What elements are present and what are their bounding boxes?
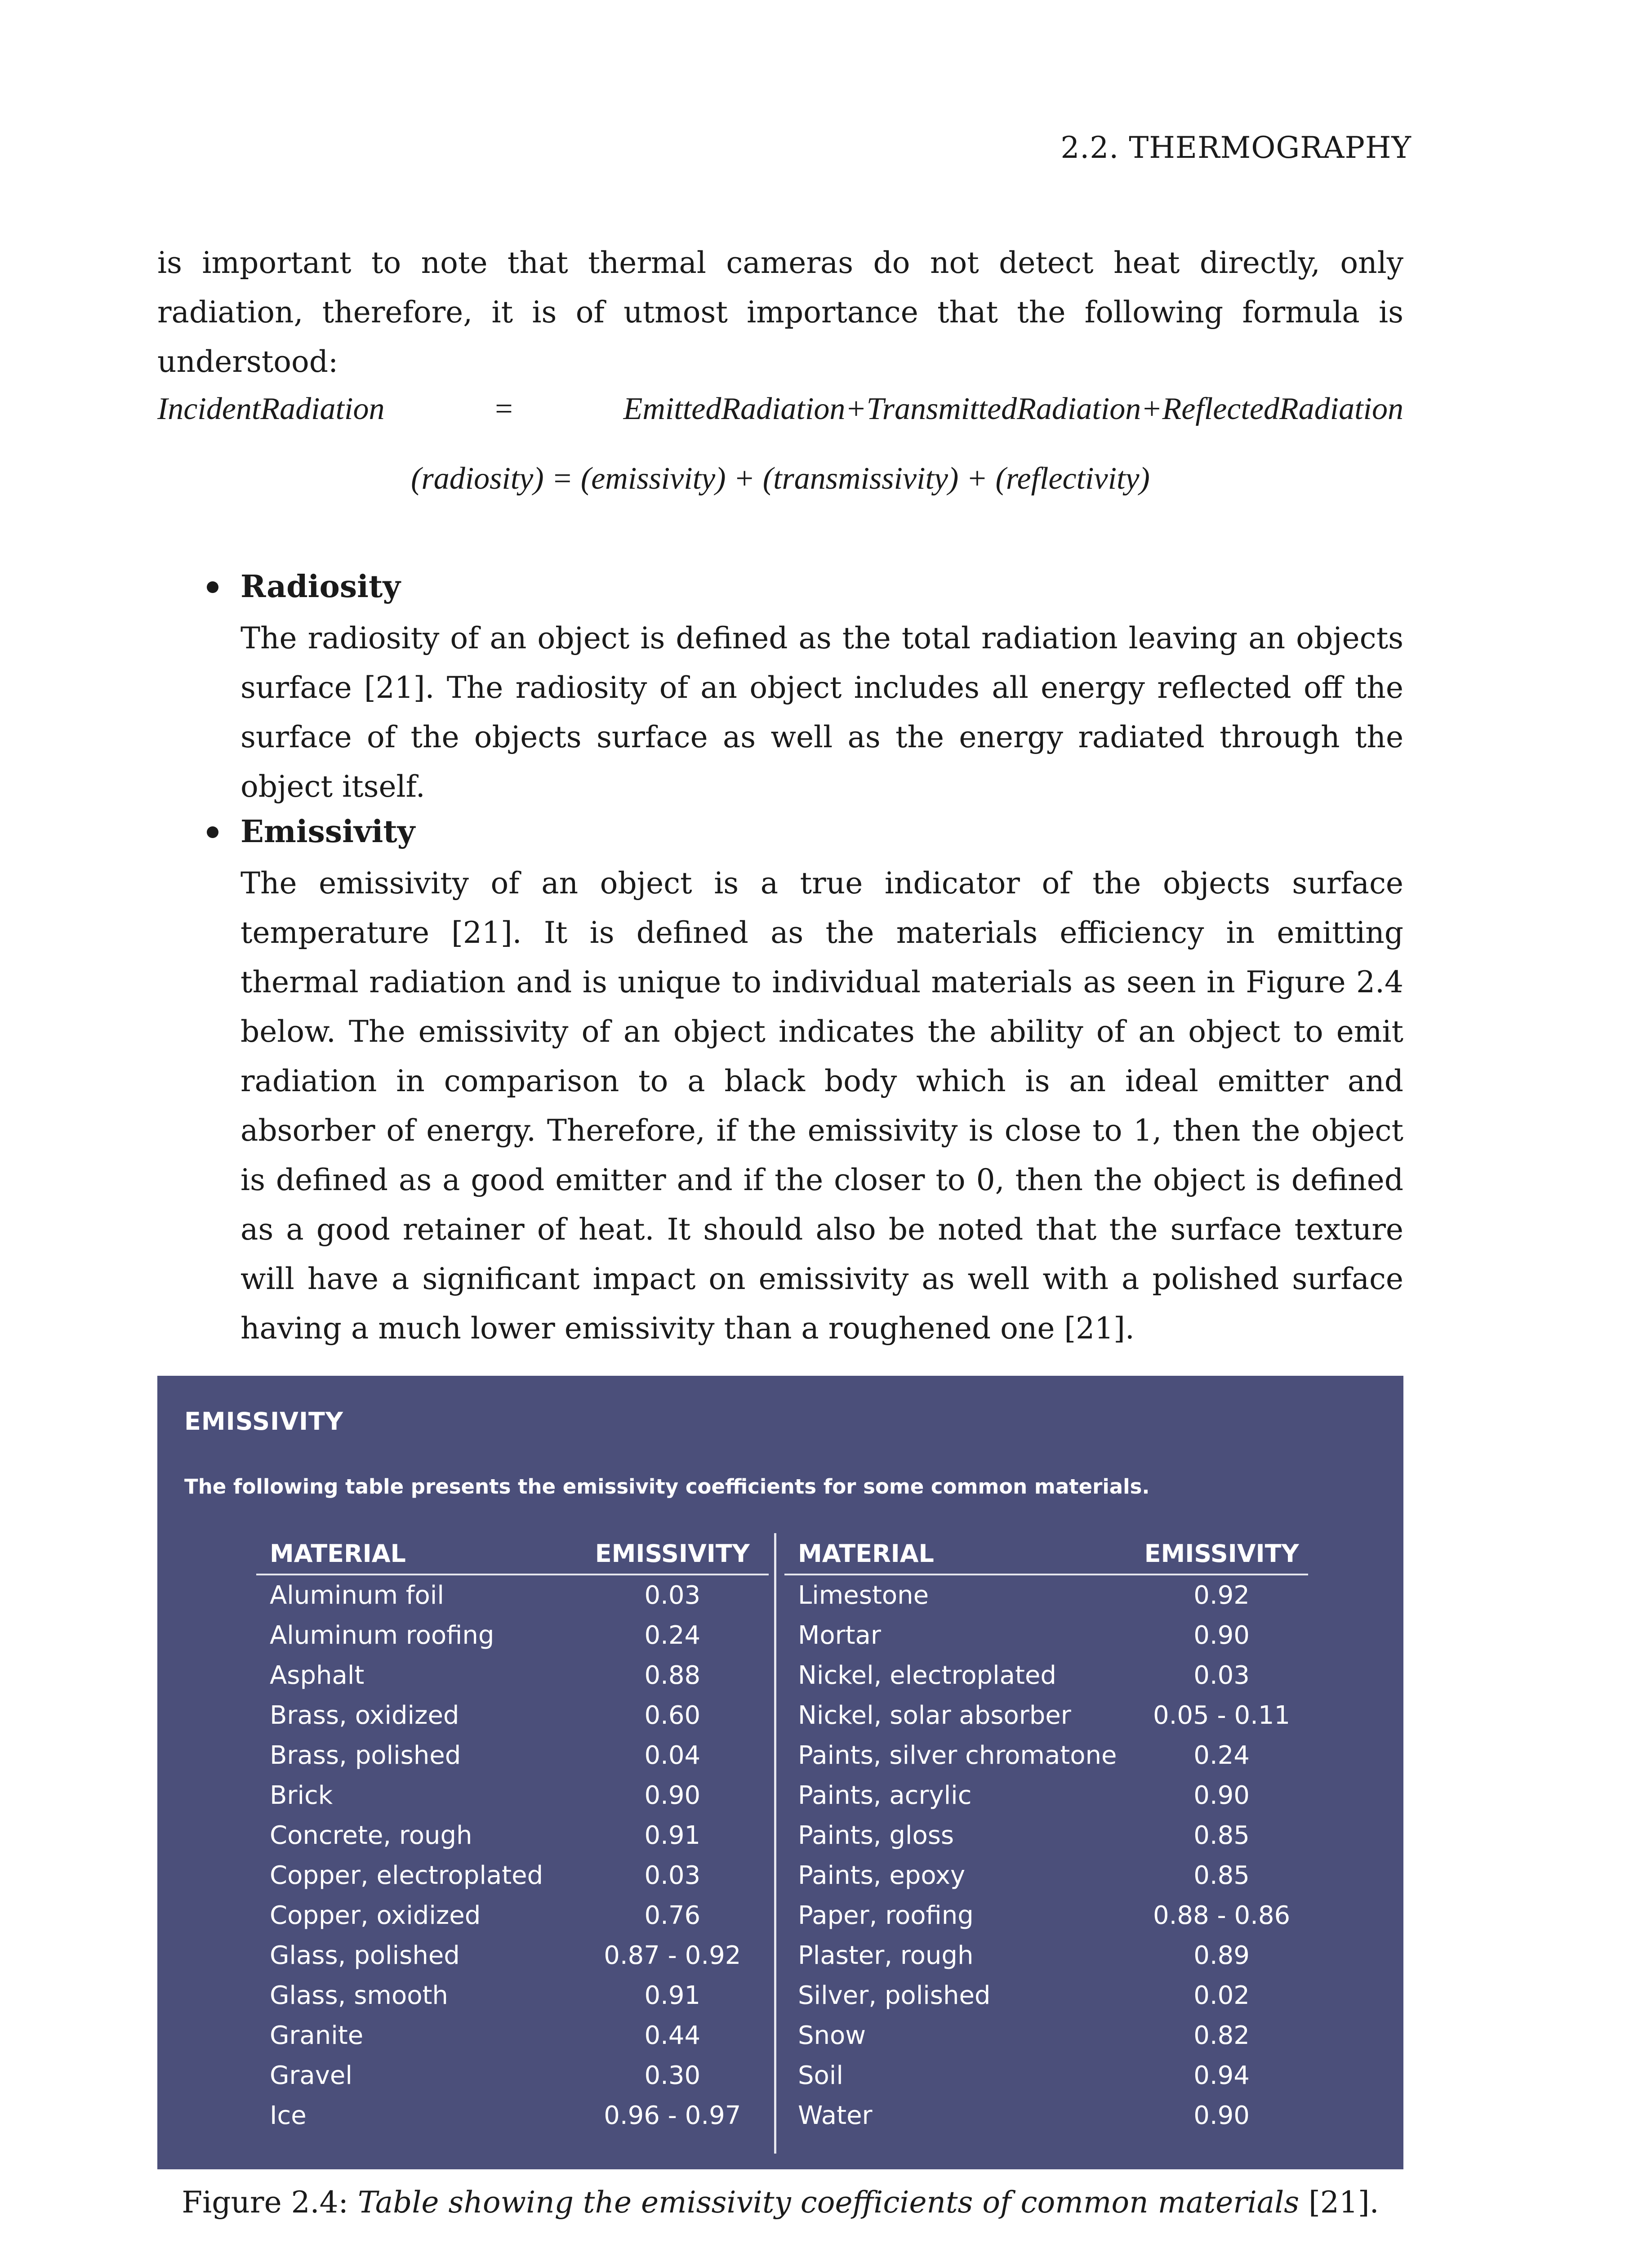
table-header	[784, 1533, 1308, 1575]
material-cell: Paints, gloss	[798, 1821, 954, 1850]
material-cell: Snow	[798, 2021, 866, 2050]
emissivity-cell: 0.44	[644, 2021, 701, 2050]
equation-rhs: EmittedRadiation+TransmittedRadiation+ReflectedRadiation	[623, 392, 1403, 426]
table-row	[784, 1655, 1308, 1695]
emissivity-cell: 0.76	[644, 1901, 701, 1930]
material-cell: Asphalt	[270, 1661, 365, 1690]
material-cell: Copper, electroplated	[270, 1861, 543, 1890]
table-header	[256, 1533, 769, 1575]
bullet-title: Radiosity	[240, 569, 401, 605]
header-material: MATERIAL	[798, 1539, 934, 1568]
emissivity-cell: 0.90	[1193, 1781, 1250, 1810]
material-cell: Water	[798, 2101, 873, 2130]
material-cell: Plaster, rough	[798, 1941, 974, 1970]
material-cell: Paints, acrylic	[798, 1781, 972, 1810]
caption-text: Table showing the emissivity coefficients of common materials	[357, 2185, 1300, 2220]
emissivity-cell: 0.85	[1193, 1861, 1250, 1890]
material-cell: Granite	[270, 2021, 364, 2050]
header-emissivity: EMISSIVITY	[595, 1539, 750, 1568]
emissivity-cell: 0.89	[1193, 1941, 1250, 1970]
material-cell: Gravel	[270, 2061, 352, 2090]
emissivity-cell: 0.02	[1193, 1981, 1250, 2010]
material-cell: Paints, epoxy	[798, 1861, 966, 1890]
material-cell: Brass, polished	[270, 1741, 461, 1770]
bullet-body: The radiosity of an object is defined as the total radiation leaving an objects surface [21]. The radiosity of an object includes all energy reflected off the surface of the objects surface as well as the energy radiated through the object itself.	[240, 621, 1403, 804]
emissivity-cell: 0.90	[1193, 1621, 1250, 1650]
table-row	[256, 1936, 769, 1976]
emissivity-cell: 0.05 - 0.11	[1153, 1701, 1291, 1730]
table-row	[784, 2016, 1308, 2056]
emissivity-table-right	[784, 1533, 1308, 2136]
table-row	[784, 2056, 1308, 2096]
material-cell: Brick	[270, 1781, 333, 1810]
table-row	[256, 1735, 769, 1775]
table-divider	[774, 1533, 776, 2154]
material-cell: Nickel, solar absorber	[798, 1701, 1071, 1730]
bullet-title: Emissivity	[240, 814, 415, 850]
table-row	[784, 2096, 1308, 2136]
material-cell: Aluminum foil	[270, 1581, 444, 1610]
table-row	[784, 1615, 1308, 1655]
material-cell: Nickel, electroplated	[798, 1661, 1056, 1690]
material-cell: Silver, polished	[798, 1981, 991, 2010]
table-row	[256, 1896, 769, 1936]
emissivity-cell: 0.60	[644, 1701, 701, 1730]
table-row	[784, 1896, 1308, 1936]
material-cell: Limestone	[798, 1581, 929, 1610]
emissivity-cell: 0.91	[644, 1981, 701, 2010]
header-emissivity: EMISSIVITY	[1144, 1539, 1299, 1568]
emissivity-cell: 0.03	[1193, 1661, 1250, 1690]
equation-lhs: IncidentRadiation	[157, 392, 385, 426]
table-row	[256, 1655, 769, 1695]
bullet-body: The emissivity of an object is a true indicator of the objects surface temperature [21]. It is defined as the materials efficiency in emitting thermal radiation and is unique to individual materials as seen in Figure 2.4 below. The emissivity of an object indicates the ability of an object to emit radiation in comparison to a black body which is an ideal emitter and absorber of energy. Therefore, if the emissivity is close to 1, then the object is defined as a good emitter and if the closer to 0, then the object is defined as a good retainer of heat. It should also be noted that the surface texture will have a significant impact on emissivity as well with a polished surface having a much lower emissivity than a roughened one [21].	[240, 866, 1403, 1346]
material-cell: Brass, oxidized	[270, 1701, 459, 1730]
emissivity-cell: 0.91	[644, 1821, 701, 1850]
figure-subtitle: The following table presents the emissivity coefficients for some common materials.	[184, 1475, 1150, 1499]
material-cell: Glass, polished	[270, 1941, 460, 1970]
running-head: 2.2. THERMOGRAPHY	[1060, 130, 1412, 165]
table-row	[784, 1775, 1308, 1815]
material-cell: Copper, oxidized	[270, 1901, 481, 1930]
caption-label: Figure 2.4:	[182, 2185, 348, 2220]
emissivity-cell: 0.88	[644, 1661, 701, 1690]
intro-paragraph: is important to note that thermal cameras do not detect heat directly, only radiation, therefore, it is of utmost importance that the following formula is understood:	[157, 245, 1403, 379]
bullet-dot	[207, 581, 218, 593]
table-row	[784, 1976, 1308, 2016]
emissivity-cell: 0.88 - 0.86	[1153, 1901, 1291, 1930]
table-row	[784, 1575, 1308, 1615]
bullet-dot	[207, 826, 218, 838]
table-row	[256, 2056, 769, 2096]
emissivity-cell: 0.03	[644, 1861, 701, 1890]
table-row	[784, 1695, 1308, 1735]
material-cell: Ice	[270, 2101, 307, 2130]
emissivity-table-left	[256, 1533, 769, 2136]
emissivity-cell: 0.90	[644, 1781, 701, 1810]
material-cell: Paper, roofing	[798, 1901, 974, 1930]
figure-title: EMISSIVITY	[184, 1407, 343, 1436]
emissivity-cell: 0.90	[1193, 2101, 1250, 2130]
emissivity-cell: 0.30	[644, 2061, 701, 2090]
table-row	[256, 1575, 769, 1615]
emissivity-cell: 0.87 - 0.92	[604, 1941, 741, 1970]
emissivity-cell: 0.94	[1193, 2061, 1250, 2090]
table-row	[784, 1735, 1308, 1775]
equation-radiosity: (radiosity) = (emissivity) + (transmissivity) + (reflectivity)	[411, 461, 1150, 496]
table-row	[256, 1815, 769, 1855]
caption-ref: [21].	[1309, 2185, 1379, 2220]
table-row	[784, 1855, 1308, 1896]
emissivity-cell: 0.24	[644, 1621, 701, 1650]
table-row	[256, 1615, 769, 1655]
table-row	[784, 1936, 1308, 1976]
emissivity-cell: 0.92	[1193, 1581, 1250, 1610]
material-cell: Glass, smooth	[270, 1981, 448, 2010]
table-row	[256, 1695, 769, 1735]
material-cell: Mortar	[798, 1621, 881, 1650]
emissivity-cell: 0.24	[1193, 1741, 1250, 1770]
equation-incident-radiation	[157, 391, 1403, 427]
emissivity-cell: 0.82	[1193, 2021, 1250, 2050]
table-row	[256, 1775, 769, 1815]
material-cell: Aluminum roofing	[270, 1621, 494, 1650]
emissivity-cell: 0.96 - 0.97	[604, 2101, 741, 2130]
figure-caption	[157, 2185, 1403, 2220]
material-cell: Concrete, rough	[270, 1821, 472, 1850]
material-cell: Soil	[798, 2061, 843, 2090]
emissivity-cell: 0.04	[644, 1741, 701, 1770]
emissivity-cell: 0.03	[644, 1581, 701, 1610]
equation-equals: =	[495, 392, 513, 426]
header-material: MATERIAL	[270, 1539, 406, 1568]
table-row	[256, 1855, 769, 1896]
material-cell: Paints, silver chromatone	[798, 1741, 1117, 1770]
table-row	[256, 1976, 769, 2016]
table-row	[256, 2096, 769, 2136]
table-row	[256, 2016, 769, 2056]
emissivity-cell: 0.85	[1193, 1821, 1250, 1850]
table-row	[784, 1815, 1308, 1855]
emissivity-figure	[157, 1376, 1403, 2169]
